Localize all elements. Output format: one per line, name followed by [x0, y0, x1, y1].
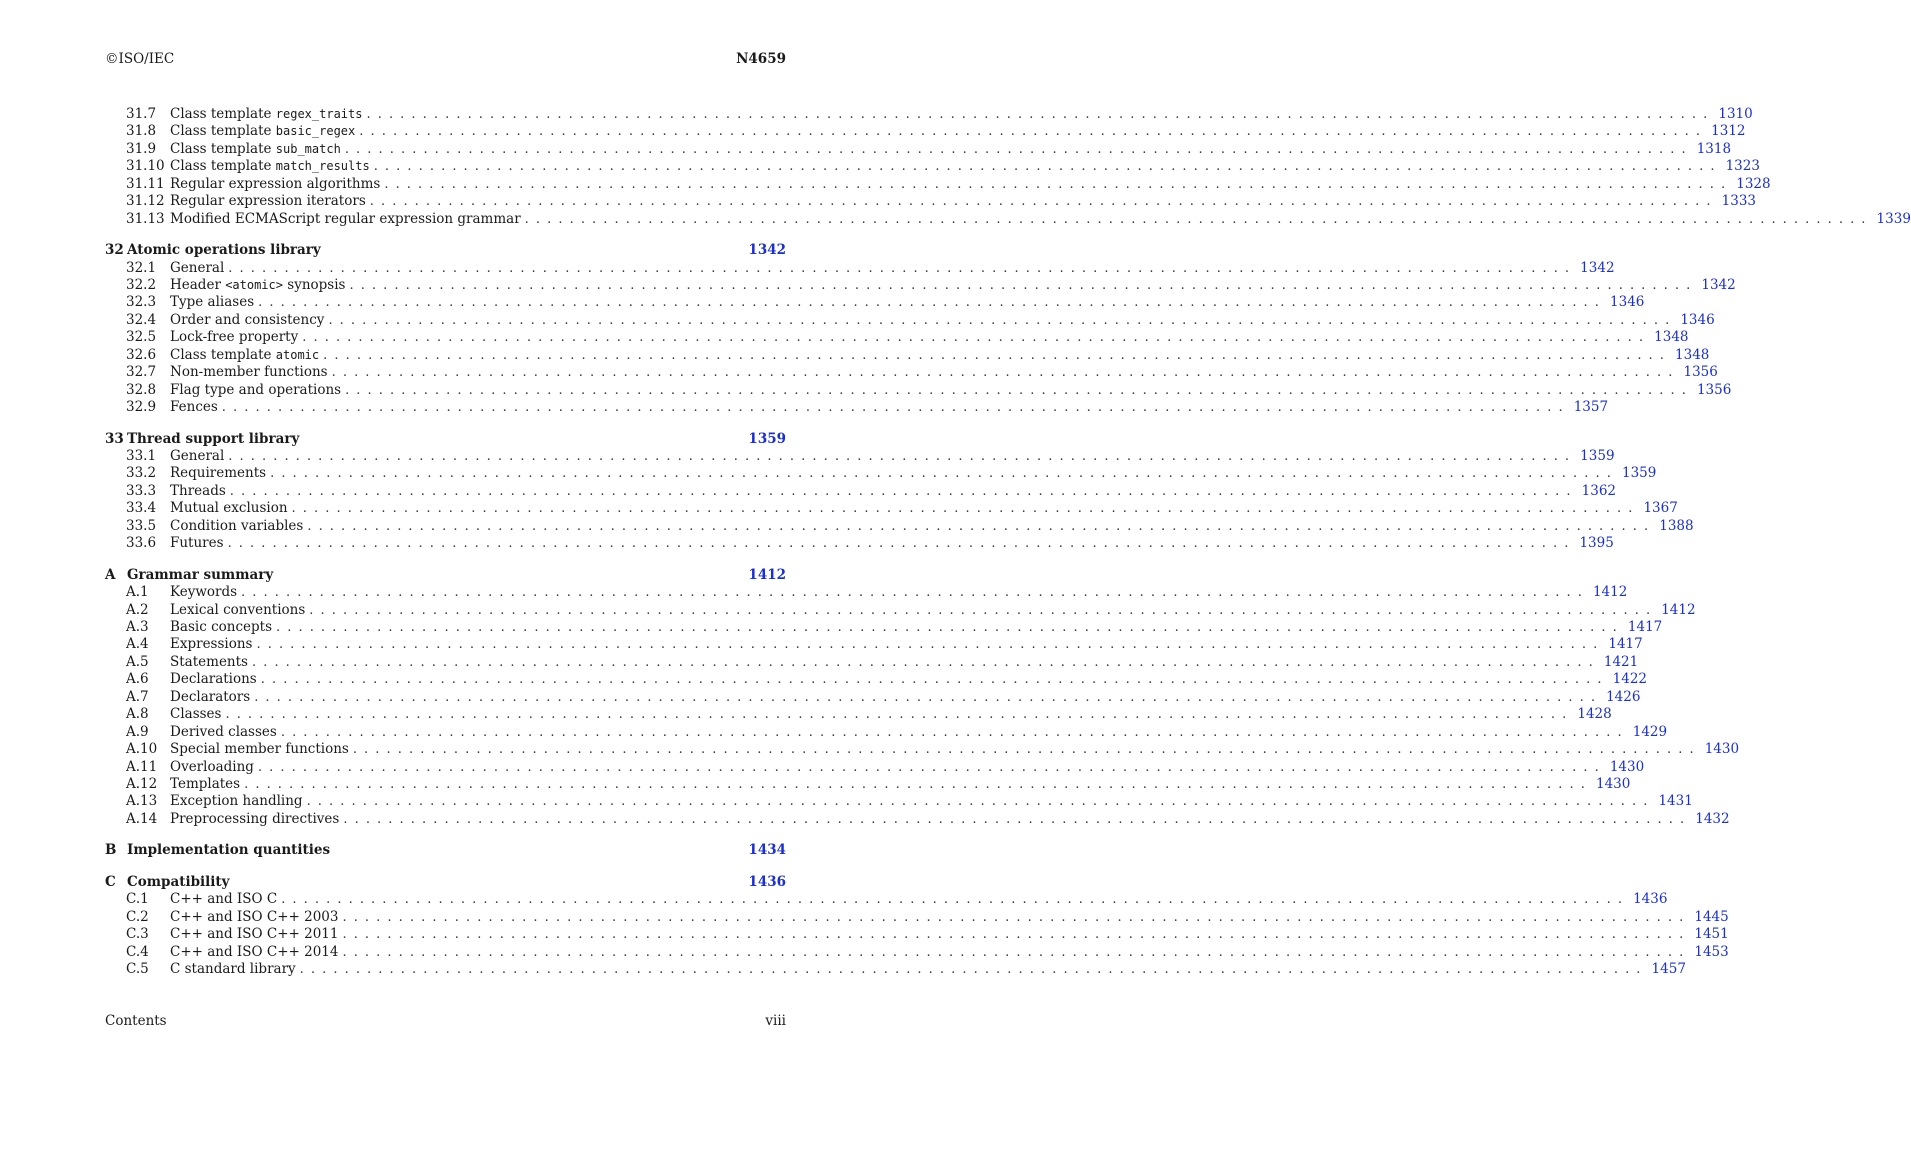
entry-title-text: Threads — [170, 482, 226, 499]
toc-entry[interactable] — [105, 364, 1718, 381]
entry-number: 32.6 — [126, 346, 157, 363]
entry-page-link[interactable]: 1422 — [1612, 671, 1647, 688]
entry-title-text: C standard library — [170, 961, 296, 977]
entry-number: 32.5 — [126, 329, 157, 346]
toc-entry[interactable] — [105, 810, 1730, 828]
chapter-number: 33 — [105, 430, 124, 447]
toc-entry[interactable] — [105, 584, 1628, 601]
entry-number: C.3 — [126, 926, 149, 943]
entry-page-link[interactable]: 1457 — [1651, 961, 1686, 977]
chapter-heading[interactable] — [105, 242, 786, 260]
dot-leader: ........................................................................................................................ — [227, 536, 1576, 552]
entry-number: A.9 — [126, 723, 149, 740]
page-header — [105, 51, 786, 69]
entry-page-link[interactable]: 1421 — [1603, 653, 1639, 670]
entry-number: 33.3 — [126, 482, 157, 499]
entry-title-text: Regular expression iterators — [170, 193, 366, 210]
toc-entry[interactable] — [105, 688, 1641, 706]
toc-entry[interactable] — [105, 294, 1645, 311]
entry-title — [170, 811, 343, 828]
entry-page-link[interactable]: 1417 — [1627, 619, 1663, 635]
toc-entry[interactable] — [105, 653, 1639, 671]
toc-entry[interactable] — [105, 636, 1643, 653]
entry-title — [170, 961, 300, 978]
entry-title-text: General — [170, 448, 225, 464]
entry-number: 31.7 — [126, 106, 157, 122]
entry-number: 33.4 — [126, 500, 157, 517]
dot-leader: ........................................................................................................................ — [257, 759, 1606, 775]
document-number: N4659 — [736, 51, 786, 67]
entry-title-text: Classes — [170, 706, 222, 723]
entry-title-text: C++ and ISO C++ 2011 — [170, 926, 339, 943]
toc-entry[interactable] — [105, 793, 1693, 810]
entry-number: C.4 — [126, 943, 149, 960]
dot-leader: ........................................................................................................................ — [384, 176, 1733, 192]
dot-leader: ........................................................................................................................ — [345, 382, 1693, 398]
toc-section — [105, 842, 786, 860]
dot-leader: ........................................................................................................................ — [258, 295, 1607, 311]
dot-leader: ........................................................................................................................ — [342, 944, 1691, 960]
toc-entry[interactable] — [105, 926, 1729, 943]
entry-page-link[interactable]: 1426 — [1606, 688, 1641, 705]
entry-page-link[interactable]: 1346 — [1610, 294, 1645, 311]
entry-title-text: Special member functions — [170, 741, 349, 758]
toc-entry[interactable] — [105, 193, 1756, 210]
entry-page-link[interactable]: 1412 — [1661, 601, 1696, 618]
toc-entry[interactable] — [105, 706, 1612, 723]
entry-title — [170, 312, 328, 329]
entry-title — [170, 793, 307, 810]
toc-entry[interactable] — [105, 259, 1615, 277]
dot-leader: ........................................................................................................................ — [349, 278, 1698, 293]
entry-title-text: Statements — [170, 653, 248, 670]
entry-title-text: Header — [170, 277, 226, 293]
toc-entry[interactable] — [105, 448, 1615, 465]
entry-page-link[interactable]: 1431 — [1658, 793, 1693, 810]
entry-number: 33.1 — [126, 448, 157, 464]
entry-title-text: Basic concepts — [170, 619, 272, 635]
toc-entry[interactable] — [105, 619, 1663, 636]
entry-number: 33.5 — [126, 517, 157, 534]
entry-title — [170, 483, 230, 500]
toc-section — [105, 873, 1729, 979]
entry-title-text: Class template — [170, 106, 276, 122]
chapter-title: Thread support library — [127, 430, 300, 447]
entry-page-link[interactable]: 1436 — [1633, 891, 1668, 908]
entry-title-code: basic_regex — [275, 124, 356, 139]
entry-title — [170, 602, 309, 619]
entry-title — [170, 689, 254, 706]
entry-page-link[interactable]: 1388 — [1659, 517, 1694, 534]
entry-title-text: Class template — [170, 158, 276, 175]
toc-entry[interactable] — [105, 535, 1614, 552]
chapter-heading[interactable] — [105, 567, 786, 585]
entry-number: A.14 — [126, 810, 158, 827]
chapter-page-link[interactable]: 1434 — [748, 842, 786, 859]
entry-page-link[interactable]: 1333 — [1721, 193, 1756, 210]
toc-section — [105, 430, 1694, 553]
toc-entry[interactable] — [105, 175, 1771, 193]
chapter-page-link[interactable]: 1412 — [748, 566, 786, 583]
toc-entry[interactable] — [105, 891, 1668, 908]
dot-leader: ........................................................................................................................ — [352, 742, 1701, 758]
toc-entry[interactable] — [105, 482, 1617, 500]
dot-leader: ........................................................................................................................ — [254, 689, 1603, 705]
entry-title-text: Class template — [170, 140, 276, 157]
entry-number: A.7 — [126, 688, 149, 705]
entry-number: 32.1 — [126, 259, 157, 276]
entry-title — [170, 759, 258, 776]
entry-title — [170, 329, 302, 346]
entry-title — [170, 724, 281, 741]
dot-leader: ........................................................................................................................ — [373, 159, 1722, 175]
entry-title — [170, 619, 276, 636]
entry-number: 31.13 — [126, 210, 165, 227]
entry-title — [170, 654, 252, 671]
dot-leader: ........................................................................................................................ — [342, 909, 1691, 925]
toc-entry[interactable] — [105, 758, 1645, 776]
dot-leader: ........................................................................................................................ — [344, 141, 1693, 157]
entry-title-text: Lock-free property — [170, 329, 299, 346]
entry-title — [170, 347, 323, 364]
entry-title-text: Class template — [170, 346, 276, 363]
entry-title — [170, 671, 261, 688]
entry-title-text: C++ and ISO C++ 2014 — [170, 943, 339, 960]
entry-title-code: <atomic> — [225, 278, 283, 292]
dot-leader: ........................................................................................................................ — [244, 776, 1592, 792]
dot-leader: ........................................................................................................................ — [228, 260, 1577, 276]
entry-title-code: match_results — [275, 159, 370, 174]
chapter-number: C — [105, 873, 116, 890]
entry-title — [170, 193, 370, 210]
chapter-number: A — [105, 566, 116, 583]
entry-number: A.4 — [126, 636, 149, 653]
entry-number: A.11 — [126, 758, 158, 775]
entry-title — [170, 294, 258, 311]
entry-title-text: Declarators — [170, 688, 251, 705]
entry-page-link[interactable]: 1357 — [1573, 399, 1609, 416]
toc-entry[interactable] — [105, 277, 1736, 294]
toc-entry[interactable] — [105, 399, 1609, 416]
entry-page-link[interactable]: 1318 — [1696, 140, 1732, 157]
entry-title-text: Derived classes — [170, 723, 277, 740]
dot-leader: ........................................................................................................................ — [307, 518, 1656, 534]
entry-title — [170, 776, 244, 793]
entry-page-link[interactable]: 1412 — [1592, 584, 1628, 601]
toc-entry[interactable] — [105, 723, 1668, 741]
chapter-number: B — [105, 842, 117, 859]
toc-entry[interactable] — [105, 158, 1760, 175]
entry-page-link[interactable]: 1417 — [1608, 636, 1643, 653]
entry-title-text: Condition variables — [170, 517, 304, 534]
entry-title — [170, 123, 359, 140]
entry-page-link[interactable]: 1312 — [1711, 123, 1746, 140]
toc-entry[interactable] — [105, 311, 1715, 329]
toc-entry[interactable] — [105, 775, 1631, 793]
toc-section — [105, 242, 1736, 416]
toc-entry[interactable] — [105, 943, 1729, 961]
entry-number: A.5 — [126, 653, 149, 670]
entry-page-link[interactable]: 1451 — [1694, 926, 1729, 943]
entry-title-code: regex_traits — [275, 107, 363, 121]
entry-title-text: Requirements — [170, 465, 267, 482]
dot-leader: ........................................................................................................................ — [270, 466, 1618, 482]
dot-leader: ........................................................................................................................ — [302, 330, 1651, 346]
toc-section — [105, 106, 1911, 228]
dot-leader: ........................................................................................................................ — [241, 585, 1589, 601]
toc-entry[interactable] — [105, 346, 1710, 364]
entry-title — [170, 926, 342, 943]
entry-page-link[interactable]: 1367 — [1643, 500, 1678, 517]
toc-entry[interactable] — [105, 908, 1729, 926]
entry-page-link[interactable]: 1430 — [1609, 758, 1645, 775]
entry-number: A.6 — [126, 671, 149, 688]
entry-title-text: Class template — [170, 123, 276, 140]
chapter-heading[interactable] — [105, 431, 786, 449]
entry-title — [170, 535, 228, 552]
entry-number: 31.10 — [126, 158, 165, 175]
table-of-contents — [105, 106, 1911, 978]
entry-title — [170, 211, 525, 228]
toc-entry[interactable] — [105, 140, 1732, 158]
entry-page-link[interactable]: 1342 — [1701, 277, 1736, 293]
entry-title — [170, 741, 353, 758]
chapter-number: 32 — [105, 242, 124, 259]
entry-title — [170, 584, 241, 601]
entry-title — [170, 106, 366, 123]
chapter-title: Compatibility — [127, 873, 230, 890]
chapter-title: Atomic operations library — [127, 242, 321, 259]
entry-number: 31.9 — [126, 140, 157, 157]
entry-page-link[interactable]: 1359 — [1621, 465, 1657, 482]
entry-page-link[interactable]: 1346 — [1680, 311, 1715, 328]
entry-number: 32.9 — [126, 399, 157, 416]
entry-page-link[interactable]: 1323 — [1725, 158, 1760, 175]
toc-entry[interactable] — [105, 329, 1689, 346]
entry-title-suffix: synopsis — [282, 277, 346, 293]
entry-title — [170, 500, 292, 517]
toc-section — [105, 566, 1740, 829]
dot-leader: ........................................................................................................................ — [251, 654, 1600, 670]
dot-leader: ........................................................................................................................ — [291, 501, 1640, 517]
entry-number: A.10 — [126, 741, 158, 758]
dot-leader: ........................................................................................................................ — [359, 124, 1708, 140]
entry-number: A.13 — [126, 793, 158, 810]
dot-leader: ........................................................................................................................ — [323, 347, 1672, 363]
toc-entry[interactable] — [105, 123, 1746, 140]
entry-title-text: C++ and ISO C++ 2003 — [170, 908, 339, 925]
dot-leader: ........................................................................................................................ — [366, 107, 1715, 122]
chapter-title: Implementation quantities — [127, 842, 331, 859]
entry-number: 32.8 — [126, 381, 157, 398]
entry-page-link[interactable]: 1453 — [1694, 943, 1729, 960]
dot-leader: ........................................................................................................................ — [309, 602, 1658, 618]
entry-page-link[interactable]: 1430 — [1596, 775, 1631, 792]
entry-number: 32.3 — [126, 294, 157, 311]
entry-number: 32.2 — [126, 277, 157, 293]
entry-page-link[interactable]: 1429 — [1632, 723, 1668, 740]
entry-title-text: Lexical conventions — [170, 601, 306, 618]
dot-leader: ........................................................................................................................ — [342, 927, 1691, 943]
entry-title — [170, 465, 270, 482]
entry-page-link[interactable]: 1356 — [1696, 381, 1732, 398]
toc-entry[interactable] — [105, 500, 1678, 517]
entry-title-text: Flag type and operations — [170, 381, 342, 398]
entry-page-link[interactable]: 1395 — [1579, 535, 1614, 552]
toc-entry[interactable] — [105, 106, 1753, 123]
entry-page-link[interactable]: 1432 — [1695, 810, 1730, 827]
entry-title-code: sub_match — [275, 141, 341, 156]
dot-leader: ........................................................................................................................ — [228, 449, 1577, 464]
footer-section-label: Contents — [105, 1013, 167, 1029]
entry-page-link[interactable]: 1428 — [1577, 706, 1612, 723]
entry-number: 33.6 — [126, 535, 157, 552]
entry-page-link[interactable]: 1445 — [1694, 908, 1729, 925]
entry-title-text: Keywords — [170, 584, 238, 601]
toc-entry[interactable] — [105, 961, 1686, 978]
entry-title-text: Order and consistency — [170, 311, 325, 328]
entry-title — [170, 909, 342, 926]
entry-number: A.1 — [126, 584, 149, 601]
toc-entry[interactable] — [105, 381, 1732, 399]
entry-number: 33.2 — [126, 465, 157, 482]
entry-title-text: Declarations — [170, 671, 257, 688]
copyright-label: ©ISO/IEC — [105, 51, 175, 67]
dot-leader: ........................................................................................................................ — [524, 211, 1873, 227]
entry-title — [170, 891, 281, 908]
dot-leader: ........................................................................................................................ — [280, 724, 1629, 740]
entry-page-link[interactable]: 1359 — [1580, 448, 1615, 464]
entry-title-text: Mutual exclusion — [170, 500, 288, 517]
chapter-page-link[interactable]: 1436 — [748, 873, 786, 890]
entry-title — [170, 364, 332, 381]
dot-leader: ........................................................................................................................ — [276, 620, 1624, 635]
entry-title — [170, 141, 345, 158]
entry-title — [170, 382, 345, 399]
dot-leader: ........................................................................................................................ — [221, 400, 1570, 416]
entry-title-text: Fences — [170, 399, 218, 416]
entry-number: A.2 — [126, 601, 149, 618]
entry-number: A.3 — [126, 619, 149, 635]
dot-leader: ........................................................................................................................ — [299, 962, 1648, 977]
toc-entry[interactable] — [105, 671, 1647, 688]
entry-page-link[interactable]: 1310 — [1718, 106, 1753, 122]
entry-title-text: Regular expression algorithms — [170, 175, 381, 192]
dot-leader: ........................................................................................................................ — [225, 707, 1574, 723]
entry-title-code: atomic — [275, 347, 320, 362]
dot-leader: ........................................................................................................................ — [369, 194, 1718, 210]
toc-entry[interactable] — [105, 741, 1740, 758]
entry-number: C.1 — [126, 891, 149, 908]
entry-title-text: C++ and ISO C — [170, 891, 278, 908]
toc-entry[interactable] — [105, 465, 1657, 482]
entry-title — [170, 277, 349, 294]
entry-number: 32.4 — [126, 311, 157, 328]
entry-number: C.5 — [126, 961, 149, 977]
chapter-heading[interactable] — [105, 842, 786, 860]
entry-title-text: Expressions — [170, 636, 253, 653]
entry-page-link[interactable]: 1348 — [1654, 329, 1689, 346]
chapter-page-link[interactable]: 1359 — [748, 430, 786, 447]
toc-entry[interactable] — [105, 517, 1694, 535]
dot-leader: ........................................................................................................................ — [331, 365, 1680, 381]
entry-title-text: Type aliases — [170, 294, 255, 311]
entry-title-text: Modified ECMAScript regular expression grammar — [170, 210, 521, 227]
dot-leader: ........................................................................................................................ — [328, 312, 1677, 328]
entry-title — [170, 260, 228, 277]
entry-page-link[interactable]: 1362 — [1581, 482, 1617, 499]
entry-number: 31.12 — [126, 193, 165, 210]
chapter-page-link[interactable]: 1342 — [748, 242, 786, 259]
entry-title — [170, 636, 256, 653]
entry-number: A.12 — [126, 775, 158, 792]
entry-title — [170, 518, 307, 535]
entry-page-link[interactable]: 1339 — [1876, 210, 1911, 227]
dot-leader: ........................................................................................................................ — [343, 811, 1692, 827]
dot-leader: ........................................................................................................................ — [229, 483, 1578, 499]
entry-title-text: Exception handling — [170, 793, 303, 810]
entry-title-text: Preprocessing directives — [170, 810, 340, 827]
entry-title-text: Futures — [170, 535, 224, 552]
entry-title — [170, 706, 225, 723]
dot-leader: ........................................................................................................................ — [260, 672, 1609, 688]
dot-leader: ........................................................................................................................ — [256, 637, 1605, 653]
entry-number: A.8 — [126, 706, 149, 723]
entry-number: 31.8 — [126, 123, 157, 140]
entry-page-link[interactable]: 1328 — [1736, 175, 1771, 192]
entry-title-text: Templates — [170, 775, 241, 792]
chapter-heading[interactable] — [105, 874, 786, 892]
entry-title — [170, 399, 222, 416]
entry-page-link[interactable]: 1430 — [1704, 741, 1740, 758]
entry-page-link[interactable]: 1356 — [1683, 364, 1718, 381]
toc-entry[interactable] — [105, 601, 1696, 619]
entry-title-text: Overloading — [170, 758, 254, 775]
entry-number: 32.7 — [126, 364, 157, 381]
entry-title — [170, 158, 374, 175]
entry-title — [170, 944, 342, 961]
entry-page-link[interactable]: 1342 — [1580, 259, 1615, 276]
page-number: viii — [765, 1013, 786, 1029]
entry-page-link[interactable]: 1348 — [1675, 346, 1710, 363]
entry-number: 31.11 — [126, 175, 165, 192]
entry-title — [170, 176, 384, 193]
entry-title-text: General — [170, 259, 225, 276]
entry-title-text: Non-member functions — [170, 364, 328, 381]
entry-title — [170, 448, 228, 465]
entry-number: C.2 — [126, 908, 149, 925]
dot-leader: ........................................................................................................................ — [306, 794, 1655, 810]
chapter-title: Grammar summary — [127, 566, 274, 583]
toc-entry[interactable] — [105, 210, 1911, 228]
dot-leader: ........................................................................................................................ — [281, 892, 1630, 908]
